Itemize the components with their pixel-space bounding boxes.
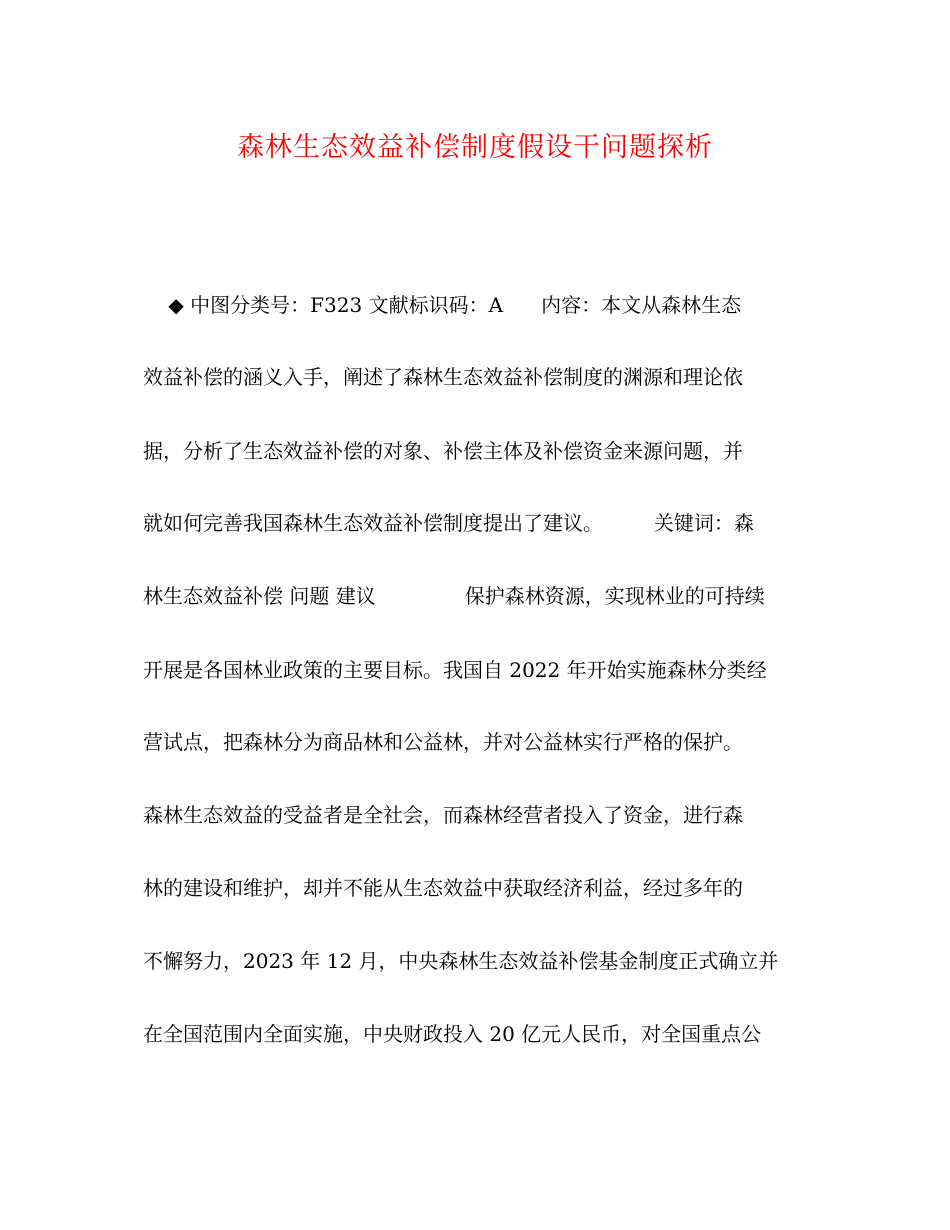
body-line: 不懈努力，2023 年 12 月，中央森林生态效益补偿基金制度正式确立并 [143,949,779,973]
body-line: ◆ 中图分类号：F323 文献标识码：A 内容：本文从森林生态 [143,293,742,317]
body-line: 森林生态效益的受益者是全社会，而森林经营者投入了资金，进行森 [143,803,743,827]
body-line: 林的建设和维护，却并不能从生态效益中获取经济利益，经过多年的 [143,876,743,900]
body-line: 效益补偿的涵义入手，阐述了森林生态效益补偿制度的渊源和理论依 [143,365,743,389]
body-line: 林生态效益补偿 问题 建议 保护森林资源，实现林业的可持续 [143,584,765,608]
body-line: 开展是各国林业政策的主要目标。我国自 2022 年开始实施森林分类经 [143,658,767,682]
document-title: 森林生态效益补偿制度假设干问题探析 [237,132,713,163]
body-line: 营试点，把森林分为商品林和公益林，并对公益林实行严格的保护。 [143,730,743,754]
body-line: 据，分析了生态效益补偿的对象、补偿主体及补偿资金来源问题，并 [143,439,743,463]
body-line: 在全国范围内全面实施，中央财政投入 20 亿元人民币，对全国重点公 [143,1022,762,1046]
body-line: 就如何完善我国森林生态效益补偿制度提出了建议。 关键词：森 [143,511,754,535]
